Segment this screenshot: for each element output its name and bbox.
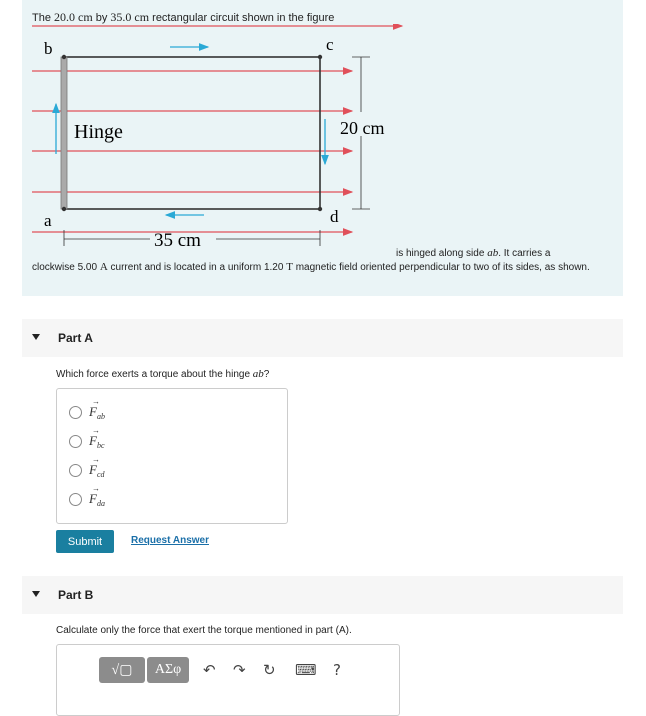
problem-text: clockwise 5.00 A current and is located in a uniform 1.20 T magnetic field oriented perpendicular to two of its sides, as shown. [32,261,590,273]
math-answer-box [56,644,400,716]
radio-button[interactable] [69,406,82,419]
reset-icon[interactable]: ↻ [263,661,276,679]
option-f-da[interactable]: → $F_{da}$ [69,489,105,509]
option-f-bc[interactable]: → $F_{bc}$ [69,431,105,451]
part-a-header[interactable] [22,319,623,357]
part-b-label: Part B [58,588,94,602]
keyboard-icon[interactable]: ⌨ [295,661,317,679]
symbols-button[interactable]: ΑΣφ [147,657,189,683]
hinge-label: Hinge [74,121,123,143]
label-c: c [326,35,334,54]
problem-statement [22,0,623,296]
height-dimension [340,57,385,209]
part-b-header[interactable] [22,576,623,614]
submit-button[interactable]: Submit [56,530,114,553]
height-label: 20 cm [340,118,385,138]
radio-button[interactable] [69,464,82,477]
label-a: a [44,211,52,230]
collapse-triangle-icon[interactable] [32,334,40,340]
problem-intro: The 20.0 cm by 35.0 cm rectangular circuit shown in the figure [32,10,335,24]
undo-icon[interactable]: ↶ [203,661,216,679]
part-b-question: Calculate only the force that exert the torque mentioned in part (A). [56,625,352,636]
radio-button[interactable] [69,493,82,506]
width-label: 35 cm [154,230,201,251]
label-b: b [44,39,53,58]
option-f-cd[interactable]: → $F_{cd}$ [69,460,105,480]
radio-button[interactable] [69,435,82,448]
part-a-label: Part A [58,331,93,345]
figure-caption-continued: is hinged along side ab. It carries a [396,247,551,259]
hinge-rod [61,57,67,209]
label-d: d [330,207,339,226]
answer-options [56,388,288,524]
redo-icon[interactable]: ↷ [233,661,246,679]
part-a-question: Which force exerts a torque about the hinge ab? [56,368,270,380]
collapse-triangle-icon[interactable] [32,591,40,597]
width-dimension [64,230,320,251]
templates-button[interactable]: √▢ [99,657,145,683]
request-answer-link[interactable]: Request Answer [131,535,209,546]
circuit-figure [30,24,410,256]
option-f-ab[interactable]: → $F_{ab}$ [69,402,105,422]
help-icon[interactable]: ? [333,661,341,679]
